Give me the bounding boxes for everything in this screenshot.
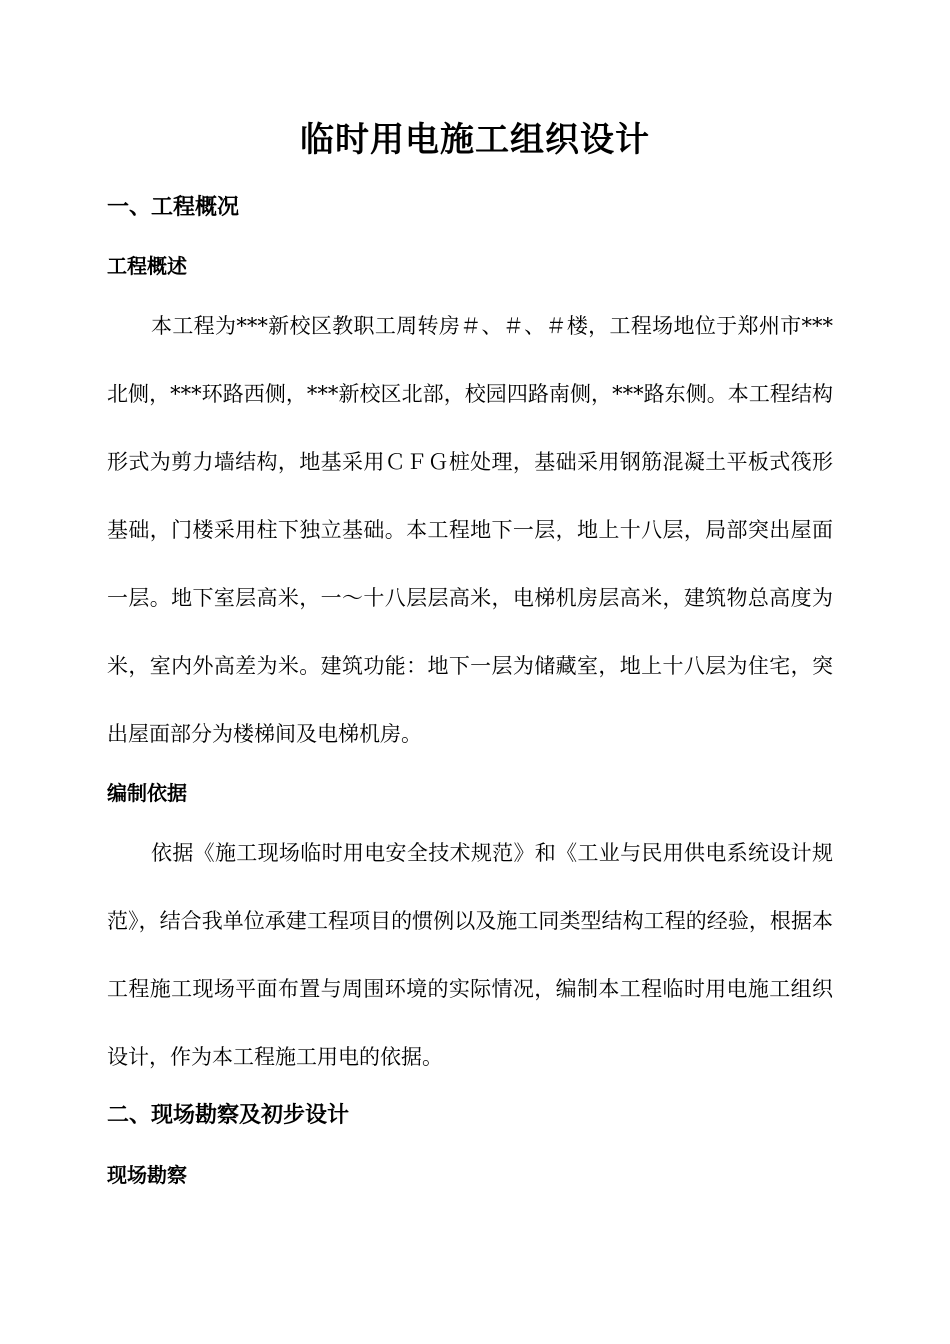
- subsection-heading-site-survey: 现场勘察: [107, 1163, 187, 1187]
- paragraph-compilation-basis: 依据《施工现场临时用电安全技术规范》和《工业与民用供电系统设计规范》，结合我单位承建工程项目的惯例以及施工同类型结构工程的经验，根据本工程施工现场平面布置与周围环境的实际情况，编制本工程临时用电施工组织设计，作为本工程施工用电的依据。: [107, 841, 833, 1069]
- section-heading-project-overview: 一、工程概况: [107, 195, 240, 220]
- document-title: 临时用电施工组织设计: [300, 120, 650, 160]
- paragraph-project-description: 本工程为***新校区教职工周转房＃、＃、＃楼，工程场地位于郑州市***北侧，***环路西侧，***新校区北部，校园四路南侧，***路东侧。本工程结构形式为剪力墙结构，地基采用ＣＦＧ桩处理，基础采用钢筋混凝土平板式筏形基础，门楼采用柱下独立基础。本工程地下一层，地上十八层，局部突出屋面一层。地下室层高米，一～十八层层高米，电梯机房层高米，建筑物总高度为米，室内外高差为米。建筑功能：地下一层为储藏室，地上十八层为住宅，突出屋面部分为楼梯间及电梯机房。: [107, 314, 833, 746]
- section-heading-site-survey-design: 二、现场勘察及初步设计: [107, 1103, 350, 1128]
- subsection-heading-compilation-basis: 编制依据: [107, 781, 187, 805]
- subsection-heading-project-description: 工程概述: [107, 254, 187, 278]
